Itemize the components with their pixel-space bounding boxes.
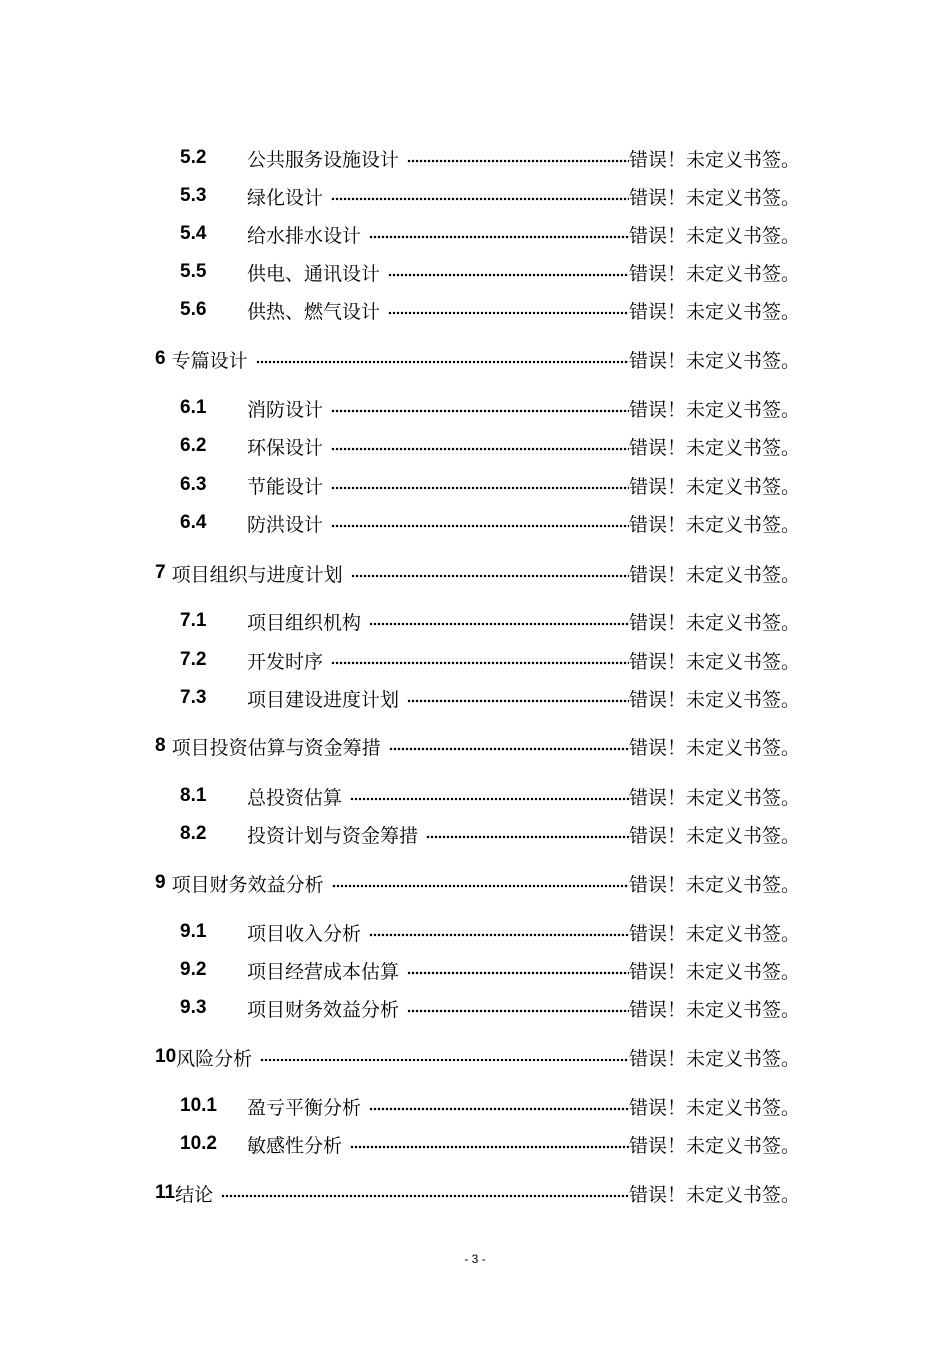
dot-leader xyxy=(331,445,629,453)
dot-leader xyxy=(407,157,629,165)
toc-entry-6-3[interactable] xyxy=(180,471,800,499)
toc-title: 项目收入分析 xyxy=(247,922,362,945)
toc-number: 7.1 xyxy=(180,610,207,631)
toc-entry-5-4[interactable] xyxy=(180,220,800,248)
toc-number: 8.2 xyxy=(180,823,207,844)
toc-number: 5.4 xyxy=(180,223,207,244)
dot-leader xyxy=(260,1056,629,1064)
toc-number: 9.3 xyxy=(180,997,207,1018)
dot-leader xyxy=(331,407,629,415)
toc-page-ref: 错误！未定义书签。 xyxy=(628,262,800,285)
toc-number: 6.2 xyxy=(180,435,207,456)
dot-leader xyxy=(389,745,629,753)
toc-number: 10.1 xyxy=(180,1095,217,1116)
toc-title: 防洪设计 xyxy=(247,513,324,536)
toc-page-ref: 错误！未定义书签。 xyxy=(628,349,800,372)
toc-page-ref: 错误！未定义书签。 xyxy=(628,1096,800,1119)
toc-number: 5.6 xyxy=(180,299,207,320)
dot-leader xyxy=(350,795,629,803)
toc-page-ref: 错误！未定义书签。 xyxy=(628,873,800,896)
toc-title: 项目组织机构 xyxy=(247,611,362,634)
toc-title: 公共服务设施设计 xyxy=(247,148,400,171)
toc-entry-5-2[interactable] xyxy=(180,144,800,172)
toc-entry-7-2[interactable] xyxy=(180,646,800,674)
toc-title: 绿化设计 xyxy=(247,186,324,209)
toc-page-ref: 错误！未定义书签。 xyxy=(628,650,800,673)
toc-page-ref: 错误！未定义书签。 xyxy=(628,824,800,847)
toc-page-ref: 错误！未定义书签。 xyxy=(628,436,800,459)
toc-entry-6-1[interactable] xyxy=(180,394,800,422)
toc-entry-9-1[interactable] xyxy=(180,918,800,946)
dot-leader xyxy=(369,931,629,939)
dot-leader xyxy=(331,484,629,492)
toc-entry-9-3[interactable] xyxy=(180,994,800,1022)
toc-number: 6.4 xyxy=(180,512,207,533)
toc-number: 7 xyxy=(155,562,166,583)
toc-page-ref: 错误！未定义书签。 xyxy=(628,688,800,711)
toc-title: 项目建设进度计划 xyxy=(247,688,400,711)
toc-title: 敏感性分析 xyxy=(247,1134,343,1157)
toc-number: 5.2 xyxy=(180,147,207,168)
toc-title: 投资计划与资金筹措 xyxy=(247,824,419,847)
toc-title: 总投资估算 xyxy=(247,786,343,809)
toc-title: 供电、通讯设计 xyxy=(247,262,381,285)
toc-entry-10-2[interactable] xyxy=(180,1130,800,1158)
toc-entry-6-2[interactable] xyxy=(180,432,800,460)
toc-page-ref: 错误！未定义书签。 xyxy=(628,475,800,498)
toc-number: 6.3 xyxy=(180,474,207,495)
dot-leader xyxy=(351,572,629,580)
dot-leader xyxy=(331,659,629,667)
toc-title: 风险分析 xyxy=(176,1047,253,1070)
toc-title: 结论 xyxy=(175,1183,214,1206)
toc-entry-9-2[interactable] xyxy=(180,956,800,984)
toc-title: 项目经营成本估算 xyxy=(247,960,400,983)
toc-entry-5-3[interactable] xyxy=(180,182,800,210)
toc-title: 节能设计 xyxy=(247,475,324,498)
dot-leader xyxy=(332,882,629,890)
toc-page-ref: 错误！未定义书签。 xyxy=(628,611,800,634)
toc-number: 9 xyxy=(155,872,166,893)
toc-page-ref: 错误！未定义书签。 xyxy=(628,786,800,809)
toc-title: 盈亏平衡分析 xyxy=(247,1096,362,1119)
toc-title: 开发时序 xyxy=(247,650,324,673)
toc-title: 项目组织与进度计划 xyxy=(171,563,343,586)
toc-title: 专篇设计 xyxy=(171,349,248,372)
toc-number: 9.1 xyxy=(180,921,207,942)
toc-entry-10-1[interactable] xyxy=(180,1092,800,1120)
toc-page-ref: 错误！未定义书签。 xyxy=(628,1134,800,1157)
toc-entry-5-6[interactable] xyxy=(180,296,800,324)
dot-leader xyxy=(369,620,629,628)
dot-leader xyxy=(331,522,629,530)
toc-page-ref: 错误！未定义书签。 xyxy=(628,148,800,171)
toc-page-ref: 错误！未定义书签。 xyxy=(628,922,800,945)
toc-entry-9[interactable] xyxy=(155,869,800,897)
dot-leader xyxy=(426,833,629,841)
toc-page-ref: 错误！未定义书签。 xyxy=(628,1047,800,1070)
toc-page-ref: 错误！未定义书签。 xyxy=(628,224,800,247)
dot-leader xyxy=(369,233,629,241)
dot-leader xyxy=(350,1143,629,1151)
toc-entry-8-1[interactable] xyxy=(180,782,800,810)
toc-page-ref: 错误！未定义书签。 xyxy=(628,186,800,209)
toc-entry-8-2[interactable] xyxy=(180,820,800,848)
toc-number: 8 xyxy=(155,735,166,756)
toc-title: 环保设计 xyxy=(247,436,324,459)
toc-page-ref: 错误！未定义书签。 xyxy=(628,998,800,1021)
toc-entry-8[interactable] xyxy=(155,732,800,760)
dot-leader xyxy=(407,1007,629,1015)
toc-number: 5.5 xyxy=(180,261,207,282)
toc-title: 项目投资估算与资金筹措 xyxy=(171,736,381,759)
toc-number: 8.1 xyxy=(180,785,207,806)
dot-leader xyxy=(388,309,629,317)
toc-number: 9.2 xyxy=(180,959,207,980)
toc-page-ref: 错误！未定义书签。 xyxy=(628,563,800,586)
dot-leader xyxy=(256,358,629,366)
toc-number: 10.2 xyxy=(180,1133,217,1154)
toc-page-ref: 错误！未定义书签。 xyxy=(628,398,800,421)
toc-entry-5-5[interactable] xyxy=(180,258,800,286)
dot-leader xyxy=(369,1105,629,1113)
toc-page-ref: 错误！未定义书签。 xyxy=(628,1183,800,1206)
toc-page-ref: 错误！未定义书签。 xyxy=(628,736,800,759)
toc-number: 10 xyxy=(155,1046,177,1067)
toc-page-ref: 错误！未定义书签。 xyxy=(628,513,800,536)
dot-leader xyxy=(407,969,629,977)
toc-entry-6-4[interactable] xyxy=(180,509,800,537)
toc-number: 5.3 xyxy=(180,185,207,206)
toc-entry-10[interactable] xyxy=(155,1043,800,1071)
toc-entry-6[interactable] xyxy=(155,345,800,373)
toc-number: 7.2 xyxy=(180,649,207,670)
toc-number: 6 xyxy=(155,348,166,369)
dot-leader xyxy=(331,195,629,203)
toc-entry-7-1[interactable] xyxy=(180,607,800,635)
toc-page-ref: 错误！未定义书签。 xyxy=(628,300,800,323)
dot-leader xyxy=(388,271,629,279)
page-number: - 3 - xyxy=(464,1252,486,1266)
toc-number: 7.3 xyxy=(180,687,207,708)
dot-leader xyxy=(407,697,629,705)
toc-entry-7[interactable] xyxy=(155,559,800,587)
toc-title: 消防设计 xyxy=(247,398,324,421)
toc-number: 6.1 xyxy=(180,397,207,418)
toc-entry-11[interactable] xyxy=(155,1179,800,1207)
toc-title: 给水排水设计 xyxy=(247,224,362,247)
toc-entry-7-3[interactable] xyxy=(180,684,800,712)
toc-title: 供热、燃气设计 xyxy=(247,300,381,323)
toc-title: 项目财务效益分析 xyxy=(171,873,324,896)
toc-page-ref: 错误！未定义书签。 xyxy=(628,960,800,983)
toc-number: 11 xyxy=(155,1182,176,1203)
dot-leader xyxy=(221,1192,629,1200)
toc-title: 项目财务效益分析 xyxy=(247,998,400,1021)
